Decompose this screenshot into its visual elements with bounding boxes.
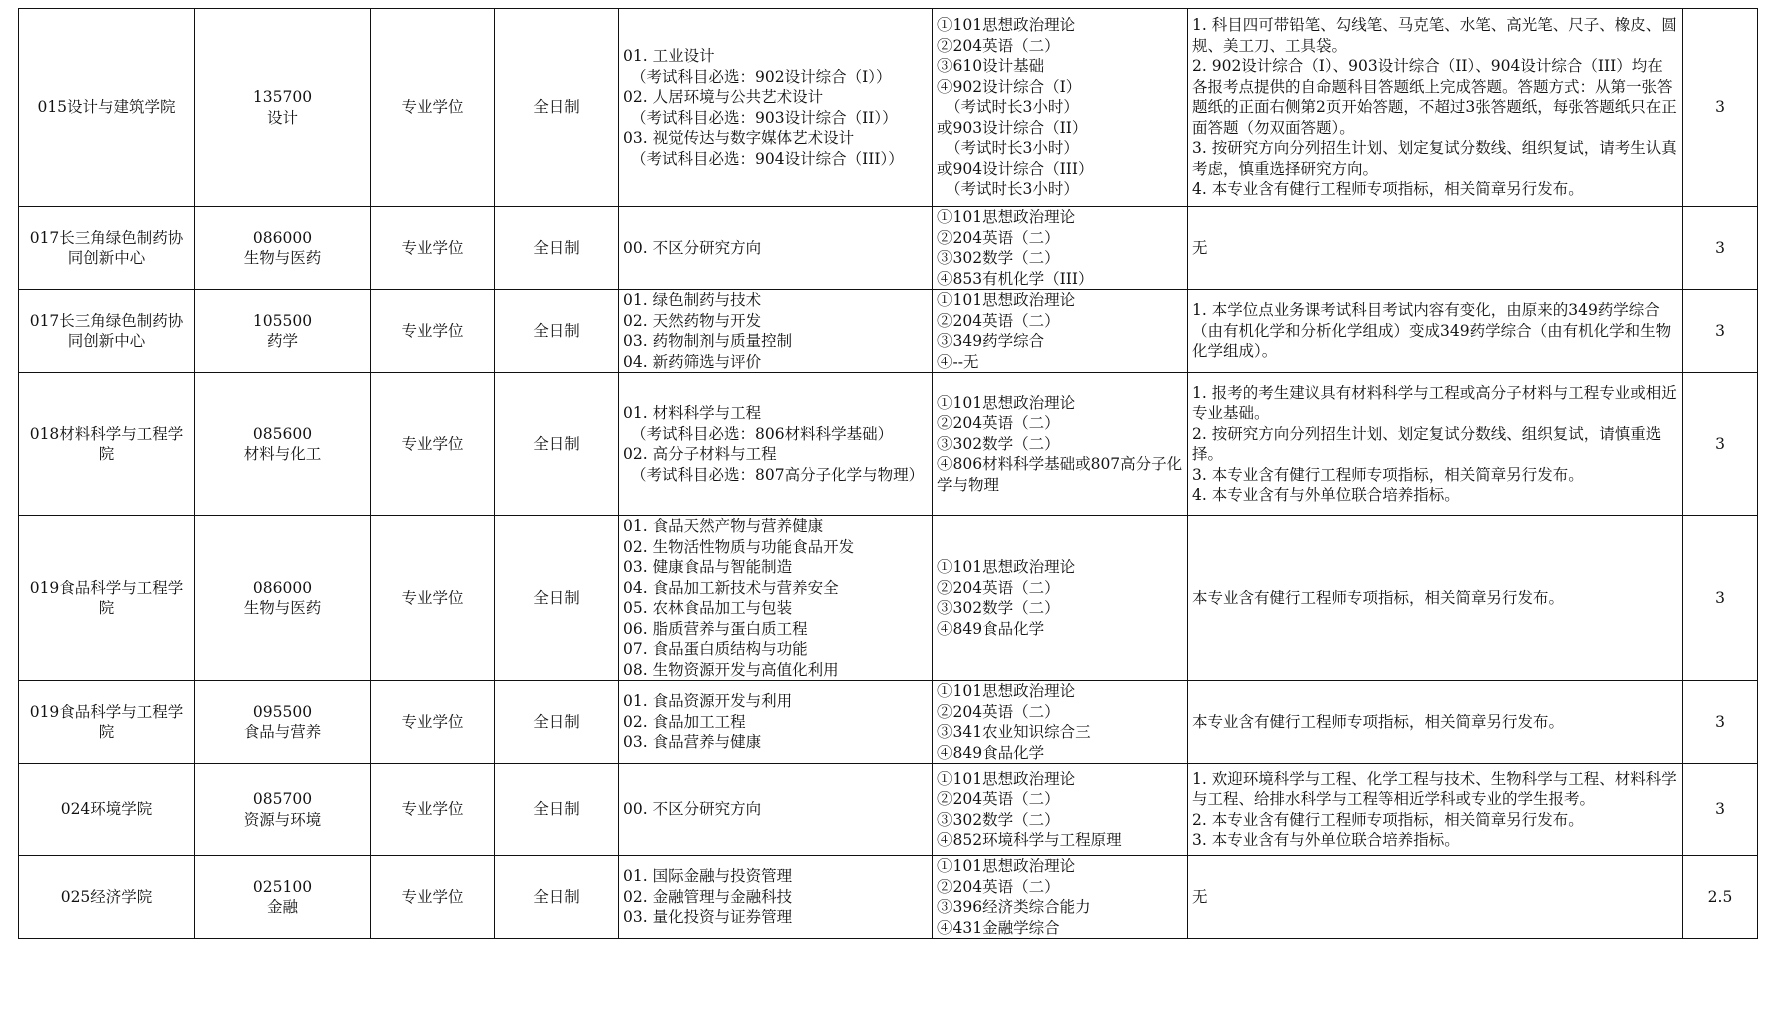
- table-row: [19, 373, 1758, 516]
- remarks-cell: [1188, 373, 1683, 516]
- years-cell: 3: [1683, 290, 1758, 373]
- cell-line: ③610设计基础: [937, 57, 1045, 76]
- cell-line: ③349药学综合: [937, 332, 1045, 350]
- cell-line: 02. 金融管理与金融科技: [623, 887, 793, 906]
- cell-line: ①101思想政治理论: [937, 291, 1076, 309]
- mode-cell: 全日制: [495, 516, 619, 681]
- degree-cell: 专业学位: [371, 764, 495, 856]
- cell-line: 03. 健康食品与智能制造: [623, 558, 793, 576]
- remarks-cell: [1188, 764, 1683, 856]
- dept-name: 017长三角绿色制药协同创新中心: [29, 228, 184, 267]
- directions-cell: [619, 856, 933, 939]
- cell-line: ②204英语（二）: [937, 702, 1060, 721]
- degree-cell: 专业学位: [371, 290, 495, 373]
- directions-cell: [619, 516, 933, 681]
- subjects-cell: [933, 516, 1188, 681]
- cell-line: ④--无: [937, 352, 979, 371]
- cell-line: 00. 不区分研究方向: [623, 800, 762, 819]
- years-cell: 3: [1683, 764, 1758, 856]
- degree-cell: 专业学位: [371, 516, 495, 681]
- cell-line: 本专业含有健行工程师专项指标，相关简章另行发布。: [1192, 588, 1565, 607]
- cell-line: 03. 食品营养与健康: [623, 733, 762, 752]
- cell-line: 02. 生物活性物质与功能食品开发: [623, 537, 855, 556]
- subjects-cell: [933, 9, 1188, 207]
- cell-line: ③302数学（二）: [937, 249, 1060, 267]
- cell-line: ①101思想政治理论: [937, 393, 1076, 412]
- cell-line: 086000: [252, 578, 313, 597]
- dept-name: 015设计与建筑学院: [37, 98, 176, 117]
- cell-line: 本专业含有健行工程师专项指标，相关简章另行发布。: [1192, 712, 1565, 731]
- cell-line: 03. 药物制剂与质量控制: [623, 332, 793, 350]
- table-row: [19, 290, 1758, 373]
- cell-line: 01. 国际金融与投资管理: [623, 867, 793, 886]
- cell-line: 无: [1192, 238, 1208, 257]
- cell-line: 生物与医药: [243, 249, 322, 267]
- years-cell: 3: [1683, 516, 1758, 681]
- cell-line: ④852环境科学与工程原理: [937, 831, 1122, 849]
- cell-line: 生物与医药: [243, 599, 322, 617]
- cell-line: ③302数学（二）: [937, 599, 1060, 617]
- cell-line: 材料与化工: [243, 445, 322, 463]
- major-cell: [195, 681, 371, 764]
- cell-line: 设计: [266, 108, 298, 127]
- cell-line: 095500: [252, 702, 313, 721]
- cell-line: 2. 本专业含有健行工程师专项指标，相关简章另行发布。: [1192, 810, 1584, 829]
- cell-line: 1. 本学位点业务课考试科目考试内容有变化，由原来的349药学综合（由有机化学和分析化学组成）变成349药学综合（由有机化学和生物化学组成）。: [1192, 301, 1672, 361]
- cell-line: 2. 按研究方向分列招生计划、划定复试分数线、组织复试，请慎重选择。: [1192, 424, 1662, 463]
- mode-cell: 全日制: [495, 207, 619, 290]
- years-cell: 3: [1683, 9, 1758, 207]
- table-body: [19, 9, 1758, 939]
- cell-line: ①101思想政治理论: [937, 208, 1076, 226]
- cell-line: 135700: [252, 88, 313, 106]
- years-cell: 3: [1683, 681, 1758, 764]
- cell-line: 05. 农林食品加工与包装: [623, 599, 793, 617]
- cell-line: 01. 绿色制药与技术: [623, 291, 762, 309]
- mode-cell: 全日制: [495, 764, 619, 856]
- cell-line: 01. 工业设计: [623, 47, 715, 65]
- table-row: [19, 681, 1758, 764]
- cell-line: 025100: [252, 877, 313, 896]
- cell-line: ①101思想政治理论: [937, 682, 1076, 700]
- dept-cell: [19, 856, 195, 939]
- table-row: [19, 764, 1758, 856]
- subjects-cell: [933, 290, 1188, 373]
- cell-line: （考试科目必选：903设计综合（II））: [631, 108, 898, 127]
- table-row: [19, 856, 1758, 939]
- cell-line: ④902设计综合（I）: [937, 77, 1082, 96]
- mode-cell: 全日制: [495, 9, 619, 207]
- dept-cell: [19, 207, 195, 290]
- cell-line: 金融: [266, 898, 298, 916]
- cell-line: （考试时长3小时）: [945, 139, 1079, 158]
- dept-cell: [19, 764, 195, 856]
- cell-line: 02. 高分子材料与工程: [623, 445, 777, 463]
- table-row: [19, 9, 1758, 207]
- degree-cell: 专业学位: [371, 9, 495, 207]
- dept-name: 024环境学院: [60, 800, 153, 819]
- directions-cell: [619, 290, 933, 373]
- cell-line: 4. 本专业含有与外单位联合培养指标。: [1192, 486, 1460, 504]
- directions-cell: [619, 764, 933, 856]
- cell-line: （考试科目必选：902设计综合（I））: [631, 67, 892, 86]
- cell-line: ①101思想政治理论: [937, 769, 1076, 788]
- major-cell: [195, 207, 371, 290]
- cell-line: 2. 902设计综合（I）、903设计综合（II）、904设计综合（III）均在各报考点提供的自命题科目答题纸上完成答题。答题方式：从第一张答题纸的正面右侧第2页开始答题，不超过3张答题纸，每张答题纸只在正面答题（勿双面答题）。: [1192, 57, 1677, 137]
- cell-line: ④849食品化学: [937, 619, 1045, 638]
- cell-line: 04. 新药筛选与评价: [623, 352, 762, 371]
- subjects-cell: [933, 764, 1188, 856]
- cell-line: 08. 生物资源开发与高值化利用: [623, 660, 839, 679]
- dept-cell: [19, 516, 195, 681]
- cell-line: 资源与环境: [243, 810, 322, 829]
- dept-cell: [19, 9, 195, 207]
- cell-line: 3. 本专业含有健行工程师专项指标，相关简章另行发布。: [1192, 465, 1584, 484]
- directions-cell: [619, 373, 933, 516]
- cell-line: ①101思想政治理论: [937, 16, 1076, 35]
- cell-line: ②204英语（二）: [937, 790, 1060, 808]
- cell-line: 085600: [252, 424, 313, 443]
- cell-line: ②204英语（二）: [937, 311, 1060, 330]
- cell-line: 086000: [252, 228, 313, 247]
- cell-line: 03. 视觉传达与数字媒体艺术设计: [623, 129, 855, 147]
- directions-cell: [619, 207, 933, 290]
- dept-name: 019食品科学与工程学院: [29, 578, 184, 617]
- major-cell: [195, 373, 371, 516]
- cell-line: 02. 食品加工工程: [623, 712, 746, 731]
- degree-cell: 专业学位: [371, 856, 495, 939]
- subjects-cell: [933, 856, 1188, 939]
- remarks-cell: [1188, 9, 1683, 207]
- dept-cell: [19, 290, 195, 373]
- cell-line: ②204英语（二）: [937, 414, 1060, 433]
- cell-line: 105500: [252, 311, 313, 330]
- major-cell: [195, 764, 371, 856]
- cell-line: 06. 脂质营养与蛋白质工程: [623, 619, 808, 638]
- cell-line: （考试科目必选：807高分子化学与物理）: [631, 465, 925, 484]
- cell-line: 4. 本专业含有健行工程师专项指标，相关简章另行发布。: [1192, 180, 1584, 199]
- dept-name: 025经济学院: [60, 887, 153, 906]
- cell-line: 3. 本专业含有与外单位联合培养指标。: [1192, 831, 1460, 849]
- remarks-cell: [1188, 516, 1683, 681]
- cell-line: ②204英语（二）: [937, 228, 1060, 247]
- cell-line: 03. 量化投资与证券管理: [623, 908, 793, 927]
- major-cell: [195, 9, 371, 207]
- cell-line: （考试时长3小时）: [945, 180, 1079, 199]
- subjects-cell: [933, 681, 1188, 764]
- admissions-table: [18, 8, 1758, 939]
- cell-line: 02. 天然药物与开发: [623, 311, 762, 330]
- cell-line: 02. 人居环境与公共艺术设计: [623, 88, 824, 106]
- cell-line: 食品与营养: [243, 723, 322, 741]
- cell-line: （考试科目必选：904设计综合（III））: [631, 149, 904, 168]
- major-cell: [195, 290, 371, 373]
- remarks-cell: [1188, 290, 1683, 373]
- cell-line: 或903设计综合（II）: [937, 118, 1088, 137]
- cell-line: 085700: [252, 790, 313, 808]
- years-cell: 2.5: [1683, 856, 1758, 939]
- cell-line: ②204英语（二）: [937, 877, 1060, 896]
- cell-line: ②204英语（二）: [937, 36, 1060, 55]
- cell-line: 04. 食品加工新技术与营养安全: [623, 578, 839, 597]
- cell-line: 3. 按研究方向分列招生计划、划定复试分数线、组织复试，请考生认真考虑，慎重选择研究方向。: [1192, 139, 1677, 178]
- cell-line: 07. 食品蛋白质结构与功能: [623, 640, 808, 658]
- remarks-cell: [1188, 856, 1683, 939]
- cell-line: 1. 欢迎环境科学与工程、化学工程与技术、生物科学与工程、材料科学与工程、给排水科学与工程等相近学科或专业的学生报考。: [1192, 769, 1677, 808]
- cell-line: 01. 食品资源开发与利用: [623, 692, 793, 711]
- cell-line: ④853有机化学（III）: [937, 269, 1094, 288]
- cell-line: 1. 报考的考生建议具有材料科学与工程或高分子材料与工程专业或相近专业基础。: [1192, 383, 1677, 422]
- dept-name: 018材料科学与工程学院: [29, 424, 184, 463]
- cell-line: ③302数学（二）: [937, 810, 1060, 829]
- cell-line: ③396经济类综合能力: [937, 898, 1091, 916]
- table-row: [19, 207, 1758, 290]
- mode-cell: 全日制: [495, 856, 619, 939]
- cell-line: ④806材料科学基础或807高分子化学与物理: [937, 455, 1183, 494]
- cell-line: 01. 食品天然产物与营养健康: [623, 517, 824, 535]
- major-cell: [195, 516, 371, 681]
- cell-line: ④431金融学综合: [937, 918, 1060, 937]
- years-cell: 3: [1683, 207, 1758, 290]
- remarks-cell: [1188, 681, 1683, 764]
- cell-line: ①101思想政治理论: [937, 558, 1076, 576]
- degree-cell: 专业学位: [371, 207, 495, 290]
- mode-cell: 全日制: [495, 681, 619, 764]
- degree-cell: 专业学位: [371, 681, 495, 764]
- dept-name: 017长三角绿色制药协同创新中心: [29, 311, 184, 350]
- mode-cell: 全日制: [495, 290, 619, 373]
- cell-line: ④849食品化学: [937, 743, 1045, 762]
- cell-line: ③341农业知识综合三: [937, 723, 1091, 741]
- table-row: [19, 516, 1758, 681]
- dept-name: 019食品科学与工程学院: [29, 702, 184, 741]
- directions-cell: [619, 681, 933, 764]
- mode-cell: 全日制: [495, 373, 619, 516]
- major-cell: [195, 856, 371, 939]
- subjects-cell: [933, 207, 1188, 290]
- cell-line: 01. 材料科学与工程: [623, 404, 762, 422]
- cell-line: ②204英语（二）: [937, 578, 1060, 597]
- cell-line: （考试时长3小时）: [945, 98, 1079, 117]
- degree-cell: 专业学位: [371, 373, 495, 516]
- cell-line: 药学: [266, 332, 298, 350]
- subjects-cell: [933, 373, 1188, 516]
- years-cell: 3: [1683, 373, 1758, 516]
- cell-line: ③302数学（二）: [937, 434, 1060, 453]
- remarks-cell: [1188, 207, 1683, 290]
- cell-line: 无: [1192, 887, 1208, 906]
- dept-cell: [19, 373, 195, 516]
- dept-cell: [19, 681, 195, 764]
- cell-line: 00. 不区分研究方向: [623, 238, 762, 257]
- cell-line: （考试科目必选：806材料科学基础）: [631, 424, 894, 443]
- directions-cell: [619, 9, 933, 207]
- cell-line: 1. 科目四可带铅笔、勾线笔、马克笔、水笔、高光笔、尺子、橡皮、圆规、美工刀、工具袋。: [1192, 16, 1677, 55]
- cell-line: ①101思想政治理论: [937, 857, 1076, 875]
- cell-line: 或904设计综合（III）: [937, 159, 1094, 178]
